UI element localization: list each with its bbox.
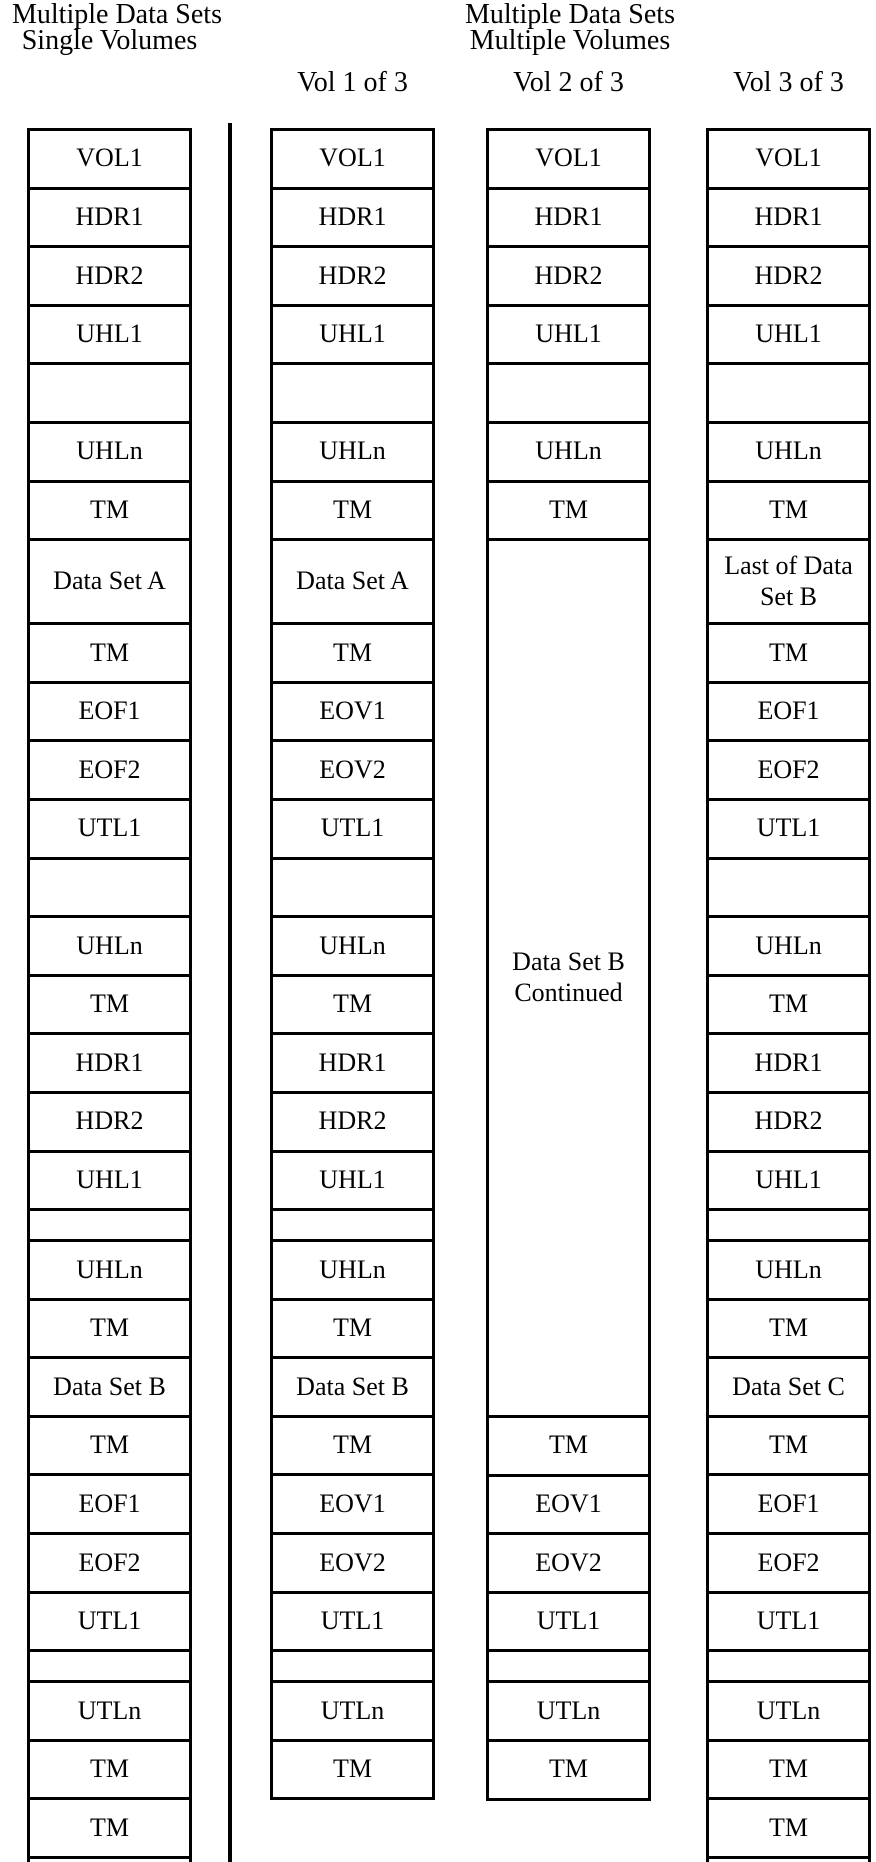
tape-block-utln: UTLn [27, 1680, 192, 1742]
spacer-block [706, 857, 871, 919]
spacer-block [270, 857, 435, 919]
tape-block-tm: TM [27, 1298, 192, 1360]
tape-block-utl1: UTL1 [27, 798, 192, 860]
tape-block-eov1: EOV1 [486, 1474, 651, 1536]
spacer-block [270, 362, 435, 424]
single-volumes-title-line2: Single Volumes [21, 25, 198, 56]
tape-block-eof2: EOF2 [27, 1532, 192, 1594]
tape-block-eof1: EOF1 [706, 681, 871, 743]
spacer-block [486, 1649, 651, 1683]
tape-block-hdr2: HDR2 [706, 245, 871, 307]
tape-block-uhln: UHLn [270, 421, 435, 483]
cut-off-block [706, 1856, 871, 1862]
tape-block-tm: TM [27, 622, 192, 684]
multiple-volumes-title [440, 2, 700, 54]
tape-block-utl1: UTL1 [706, 798, 871, 860]
tape-block-tm: TM [27, 1739, 192, 1801]
tape-block-tm: TM [27, 974, 192, 1036]
tape-block-tm: TM [486, 480, 651, 542]
tape-block-tm: TM [706, 1415, 871, 1477]
tape-block-uhl1: UHL1 [27, 1150, 192, 1212]
tape-block-tm: TM [486, 1415, 651, 1477]
tape-block-vol1: VOL1 [486, 128, 651, 190]
multiple-volumes-title-line2: Multiple Volumes [469, 25, 671, 56]
multiple-volumes-title-line1: Multiple Data Sets [465, 0, 675, 30]
tape-block-uhln: UHLn [27, 421, 192, 483]
tape-block-hdr2: HDR2 [270, 245, 435, 307]
tape-block-data-set-a: Data Set A [270, 538, 435, 625]
tape-block-uhln: UHLn [27, 915, 192, 977]
tape-block-hdr1: HDR1 [270, 1032, 435, 1094]
volume-label: Vol 2 of 3 [513, 67, 624, 98]
tape-block-eof2: EOF2 [706, 1532, 871, 1594]
tape-block-vol1: VOL1 [706, 128, 871, 190]
column-vol-2-of-3 [486, 67, 651, 1801]
single-volumes-title-line1: Multiple Data Sets [12, 0, 222, 30]
tape-block-eov2: EOV2 [270, 739, 435, 801]
tape-block-utl1: UTL1 [706, 1591, 871, 1653]
tape-block-hdr2: HDR2 [706, 1091, 871, 1153]
spacer-block [27, 1208, 192, 1242]
spacer-block [27, 1649, 192, 1683]
tape-block-hdr2: HDR2 [27, 245, 192, 307]
tape-block-tm: TM [270, 1739, 435, 1801]
tape-block-uhln: UHLn [270, 1239, 435, 1301]
tape-block-hdr1: HDR1 [706, 187, 871, 249]
tape-block-data-set-b: Data Set B [270, 1356, 435, 1418]
tape-block-vol1: VOL1 [27, 128, 192, 190]
tape-block-eov2: EOV2 [270, 1532, 435, 1594]
tape-block-tm: TM [270, 1415, 435, 1477]
spacer-block [27, 362, 192, 424]
tape-block-tm: TM [706, 622, 871, 684]
spacer-block [706, 1649, 871, 1683]
volume-label: Vol 1 of 3 [297, 67, 408, 98]
tape-block-hdr1: HDR1 [486, 187, 651, 249]
tape-block-uhln: UHLn [706, 421, 871, 483]
tape-block-uhl1: UHL1 [486, 304, 651, 366]
tape-block-tm: TM [270, 622, 435, 684]
tape-block-tm: TM [486, 1739, 651, 1801]
tape-block-utln: UTLn [270, 1680, 435, 1742]
tape-block-uhln: UHLn [706, 1239, 871, 1301]
tape-block-eof1: EOF1 [27, 1473, 192, 1535]
cut-off-block [27, 1856, 192, 1862]
tape-block-eov2: EOV2 [486, 1532, 651, 1594]
tape-block-uhln: UHLn [270, 915, 435, 977]
tape-block-hdr2: HDR2 [27, 1091, 192, 1153]
tape-block-tm: TM [27, 1415, 192, 1477]
tape-block-tm: TM [270, 974, 435, 1036]
spacer-block [27, 857, 192, 919]
tape-block-data-set-b: Data Set B [27, 1356, 192, 1418]
tape-block-uhln: UHLn [706, 915, 871, 977]
spacer-block [706, 1208, 871, 1242]
volume-label: Vol 3 of 3 [733, 67, 844, 98]
tape-block-tm: TM [706, 480, 871, 542]
tape-block-hdr1: HDR1 [27, 187, 192, 249]
column-single-volume [27, 128, 192, 1862]
tape-block-eov1: EOV1 [270, 681, 435, 743]
tape-block-utl1: UTL1 [270, 798, 435, 860]
tape-block-uhl1: UHL1 [706, 304, 871, 366]
column-vol-3-of-3 [706, 67, 871, 1862]
spacer-block [486, 362, 651, 424]
tape-block-data-set-a: Data Set A [27, 538, 192, 625]
tape-block-utl1: UTL1 [270, 1591, 435, 1653]
tape-block-last-of-data-set-b: Last of Data Set B [706, 538, 871, 625]
tape-block-uhl1: UHL1 [27, 304, 192, 366]
tape-block-tm: TM [270, 480, 435, 542]
tape-block-tm: TM [27, 1797, 192, 1859]
tape-block-uhl1: UHL1 [706, 1150, 871, 1212]
tape-block-utl1: UTL1 [27, 1591, 192, 1653]
tape-block-data-set-b-continued: Data Set B Continued [486, 538, 651, 1418]
tape-block-tm: TM [27, 480, 192, 542]
single-volumes-title [12, 0, 222, 56]
column-vol-1-of-3 [270, 67, 435, 1800]
spacer-block [270, 1649, 435, 1683]
tape-block-tm: TM [706, 1797, 871, 1859]
tape-block-hdr2: HDR2 [486, 245, 651, 307]
tape-block-utln: UTLn [706, 1680, 871, 1742]
tape-block-tm: TM [270, 1298, 435, 1360]
tape-block-eov1: EOV1 [270, 1473, 435, 1535]
tape-block-eof1: EOF1 [706, 1473, 871, 1535]
tape-block-eof2: EOF2 [706, 739, 871, 801]
spacer-block [270, 1208, 435, 1242]
spacer-block [706, 362, 871, 424]
tape-block-tm: TM [706, 1298, 871, 1360]
tape-block-vol1: VOL1 [270, 128, 435, 190]
tape-block-hdr1: HDR1 [27, 1032, 192, 1094]
tape-block-tm: TM [706, 1739, 871, 1801]
tape-block-uhl1: UHL1 [270, 304, 435, 366]
tape-block-uhl1: UHL1 [270, 1150, 435, 1212]
tape-block-uhln: UHLn [486, 421, 651, 483]
section-divider-line [228, 123, 232, 1862]
tape-block-hdr2: HDR2 [270, 1091, 435, 1153]
tape-block-utln: UTLn [486, 1680, 651, 1742]
tape-block-uhln: UHLn [27, 1239, 192, 1301]
tape-block-utl1: UTL1 [486, 1591, 651, 1653]
tape-block-eof1: EOF1 [27, 681, 192, 743]
tape-block-hdr1: HDR1 [270, 187, 435, 249]
tape-block-data-set-c: Data Set C [706, 1356, 871, 1418]
tape-block-tm: TM [706, 974, 871, 1036]
tape-block-hdr1: HDR1 [706, 1032, 871, 1094]
tape-block-eof2: EOF2 [27, 739, 192, 801]
